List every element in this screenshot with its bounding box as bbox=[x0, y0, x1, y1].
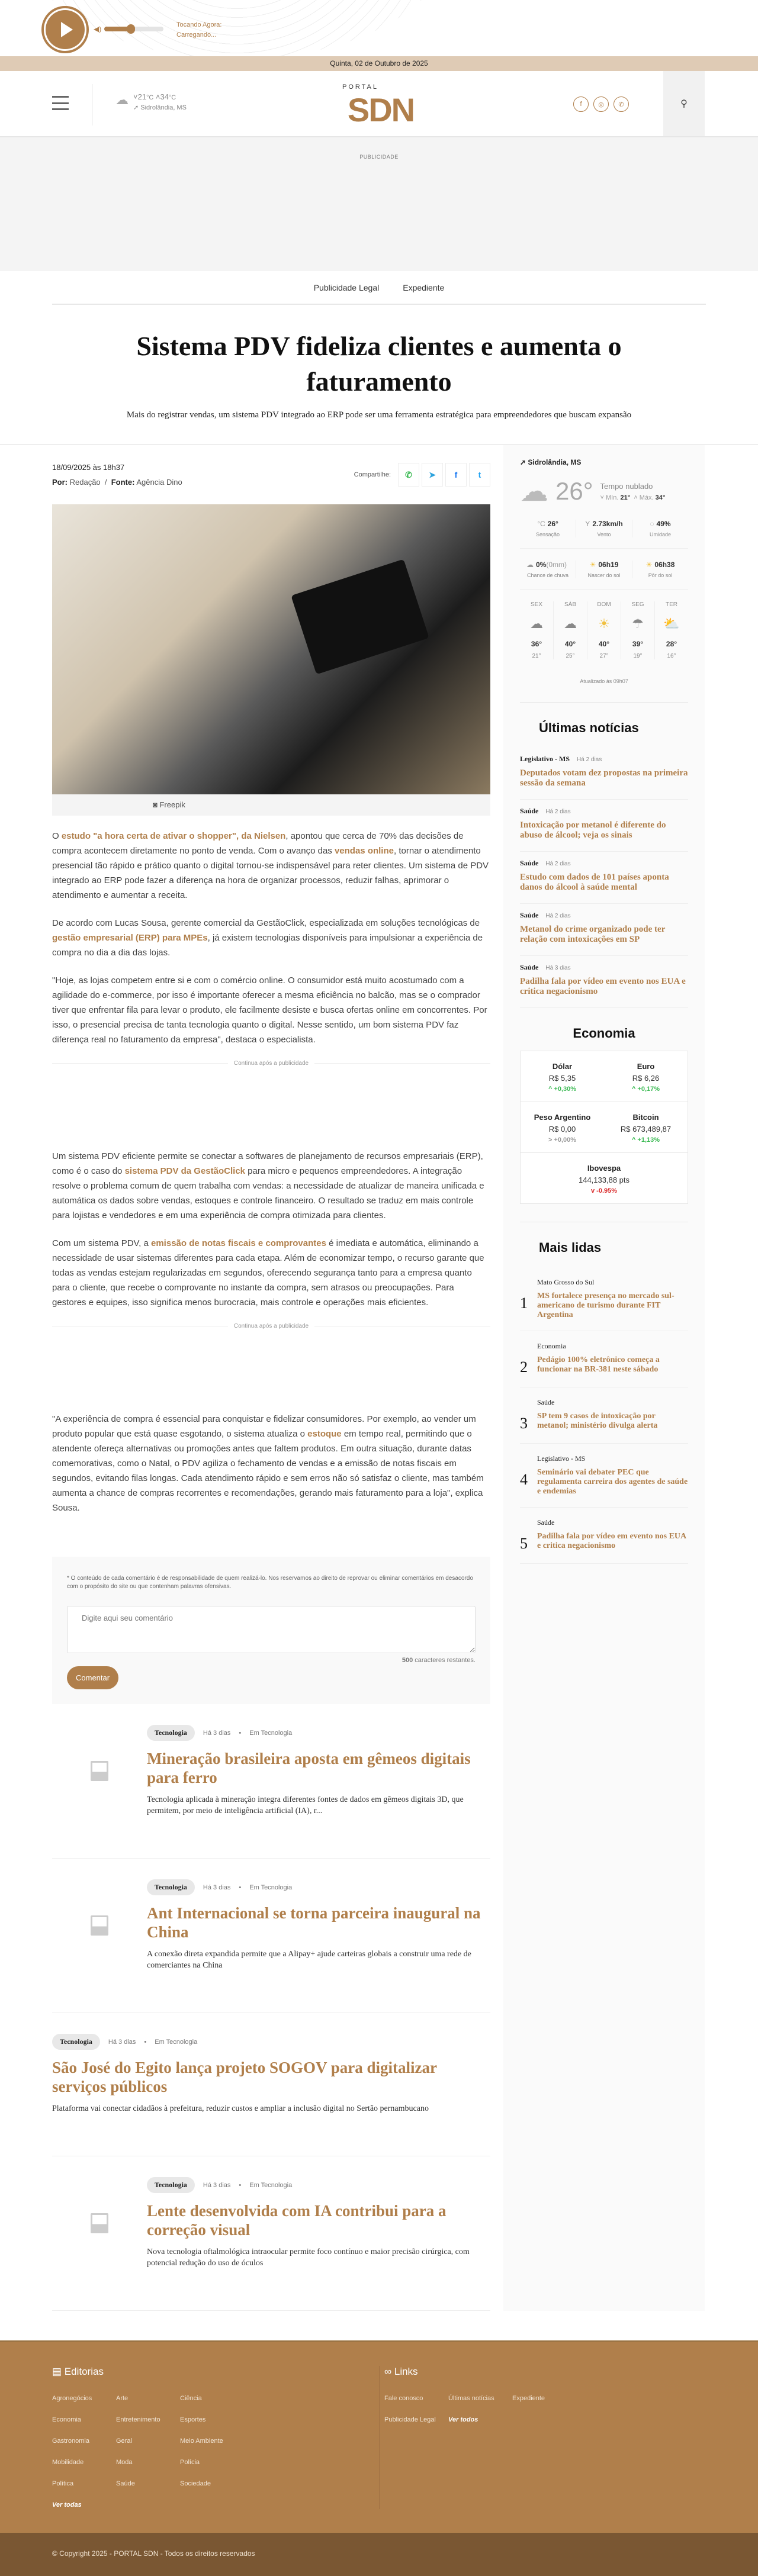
latest-news-item[interactable] bbox=[520, 800, 688, 852]
quote-change: ^ +1,13% bbox=[631, 1136, 660, 1144]
comment-input[interactable] bbox=[67, 1606, 476, 1653]
related-item[interactable] bbox=[52, 2156, 490, 2311]
play-button[interactable] bbox=[41, 6, 89, 53]
ad-label: PUBLICIDADE bbox=[359, 154, 399, 160]
most-read-item[interactable] bbox=[520, 1444, 688, 1508]
footer-editoria-link[interactable]: Gastronomia bbox=[52, 2437, 89, 2445]
thumbnail[interactable] bbox=[52, 2177, 147, 2269]
latest-news-item[interactable] bbox=[520, 852, 688, 904]
stat-value bbox=[520, 561, 576, 569]
related-text bbox=[147, 1725, 490, 1817]
weather-location: Sidrolândia, MS bbox=[140, 104, 187, 111]
forecast-weather-icon: ☂ bbox=[632, 616, 644, 631]
dot: • bbox=[239, 1883, 242, 1891]
rank-number: 5 bbox=[520, 1535, 528, 1552]
rank-number: 2 bbox=[520, 1358, 528, 1376]
weather-stat bbox=[520, 561, 576, 578]
stat-label: Vento bbox=[597, 532, 611, 537]
economy-row bbox=[521, 1051, 688, 1102]
news-meta bbox=[520, 911, 688, 920]
category: Saúde bbox=[537, 1518, 555, 1527]
paragraph: De acordo com Lucas Sousa, gerente comercial da GestãoClick, especializada em soluções tecnológicas de gestão empresarial (ERP) para MPEs, já existem tecnologias disponíveis para impulsionar a experiência de compra no dia a dia das lojas. bbox=[52, 918, 483, 958]
forecast-weather-icon: ⛅ bbox=[663, 616, 680, 631]
stat-icon: ☁ bbox=[526, 561, 534, 569]
link[interactable]: gestão empresarial (ERP) para MPEs bbox=[52, 933, 208, 943]
category-tag[interactable]: Tecnologia bbox=[52, 2034, 100, 2050]
stat-icon: Y bbox=[585, 520, 590, 528]
related-section[interactable]: Em Tecnologia bbox=[155, 2038, 198, 2046]
most-read-text bbox=[537, 1278, 688, 1320]
unit: °C bbox=[146, 94, 154, 101]
quote-price: R$ 0,00 bbox=[548, 1125, 576, 1134]
category-tag[interactable]: Tecnologia bbox=[147, 2177, 195, 2193]
related-time: Há 3 dias bbox=[203, 2181, 231, 2189]
thumbnail[interactable] bbox=[52, 1725, 147, 1817]
footer-editoria-link[interactable]: Moda bbox=[116, 2459, 133, 2466]
weather-max: 34 bbox=[160, 92, 169, 101]
related-meta bbox=[52, 2034, 490, 2050]
header-weather: ☁ ˅21°C ˄34°C ➚ Sidrolândia, MS bbox=[115, 92, 187, 111]
forecast-low: 25° bbox=[566, 653, 575, 659]
quote-name: Peso Argentino bbox=[534, 1113, 591, 1122]
related-meta bbox=[147, 1725, 490, 1741]
related-title[interactable]: Mineração brasileira aposta em gêmeos digitais para ferro bbox=[147, 1750, 471, 1786]
news-meta bbox=[520, 807, 688, 816]
cloud-icon: ☁ bbox=[115, 92, 129, 107]
value: 06h19 bbox=[598, 561, 619, 569]
editorias-links bbox=[52, 2394, 379, 2509]
source: Agência Dino bbox=[136, 478, 182, 487]
related-list bbox=[52, 1704, 490, 2311]
stat-label: Sensação bbox=[535, 532, 560, 537]
footer bbox=[0, 2340, 758, 2533]
forecast-high: 28° bbox=[666, 640, 677, 648]
dot: • bbox=[239, 1729, 242, 1737]
site-header bbox=[0, 71, 758, 137]
link[interactable]: vendas online bbox=[334, 846, 394, 856]
news-meta bbox=[520, 963, 688, 972]
forecast-high: 36° bbox=[531, 640, 542, 648]
ad-banner bbox=[0, 137, 758, 271]
paragraph: "Hoje, as lojas competem entre si e com o comércio online. O consumidor está muito acostumado com a agilidade do e-commerce, por isso é importante oferecer a mesma eficiência no balcão, mas se o comprador tiver que enfrentar fila para levar o produto, ele facilmente desiste e busca ofertas online em concorrentes. Por isso, o presencial precisa de tanta tecnologia quanto o digital. Nesse sentido, um bom sistema PDV faz diferença real no faturamento da empresa", destaca o especialista. bbox=[52, 975, 487, 1045]
article-subtitle: Mais do registrar vendas, um sistema PDV integrado ao ERP pode ser uma ferramenta estratégica para empreendedores que buscam expansão bbox=[126, 410, 632, 420]
quote-price: R$ 6,26 bbox=[632, 1074, 660, 1083]
footer-editoria-link[interactable]: Saúde bbox=[116, 2480, 135, 2487]
paragraph: Com um sistema PDV, a emissão de notas fiscais e comprovantes é imediata e automática, eliminando a necessidade de usar sistemas diferentes para cada etapa. Além de economizar tempo, o recurso garante que todas as vendas estejam regularizadas em segundos, oferecendo segurança tanto para a empresa quanto para o cliente, que recebe o comprovante no instante da compra, sem atrasos ou preocupações. Para gestores e equipes, isso significa menos burocracia, mais controle e operações mais eficientes. bbox=[52, 1238, 484, 1308]
category[interactable]: Saúde bbox=[520, 859, 539, 867]
footer-editoria-link[interactable]: Agronegócios bbox=[52, 2395, 92, 2402]
radio-player bbox=[0, 0, 758, 56]
social-links bbox=[573, 96, 629, 112]
link-icon: ∞ bbox=[384, 2366, 392, 2377]
news-meta bbox=[520, 859, 688, 868]
related-item[interactable] bbox=[52, 1704, 490, 1859]
value: 06h38 bbox=[654, 561, 675, 569]
economy-widget bbox=[520, 1051, 688, 1204]
most-read-item[interactable] bbox=[520, 1331, 688, 1387]
news-meta bbox=[520, 755, 688, 764]
search-icon: ⚲ bbox=[680, 99, 688, 109]
related-title[interactable]: Ant Internacional se torna parceira inaugural na China bbox=[147, 1904, 481, 1941]
forecast-low: 21° bbox=[532, 653, 541, 659]
newspaper-icon: ▤ bbox=[52, 2366, 62, 2377]
now-playing-value: Carregando... bbox=[176, 31, 217, 38]
link[interactable]: estudo "a hora certa de ativar o shopper", da Nielsen bbox=[61, 831, 286, 841]
footer-editoria-link[interactable]: Política bbox=[52, 2480, 74, 2487]
instagram-icon[interactable]: ◎ bbox=[593, 96, 609, 112]
stat-label: Nascer do sol bbox=[587, 572, 621, 578]
footer-link[interactable]: Últimas notícias bbox=[448, 2395, 494, 2402]
stat-value bbox=[632, 520, 688, 528]
forecast-low: 16° bbox=[667, 653, 676, 659]
comment-form bbox=[52, 1557, 490, 1704]
site-logo[interactable] bbox=[336, 83, 425, 129]
footer-editoria-link[interactable]: Ciência bbox=[180, 2395, 202, 2402]
related-summary: Plataforma vai conectar cidadãos à prefeitura, reduzir custos e ampliar a inclusão digital no Sertão pernambucano bbox=[52, 2104, 429, 2113]
menu-icon[interactable] bbox=[52, 96, 69, 110]
footer-editoria-link[interactable]: Arte bbox=[116, 2395, 129, 2402]
stat-value bbox=[576, 520, 632, 528]
quote-name: Euro bbox=[637, 1062, 655, 1071]
article-photo bbox=[52, 504, 490, 794]
quote-change: > +0,00% bbox=[548, 1136, 577, 1144]
most-read-text bbox=[537, 1398, 688, 1432]
most-read-item[interactable] bbox=[520, 1508, 688, 1564]
related-item[interactable] bbox=[52, 1859, 490, 2013]
stat-icon: °C bbox=[537, 520, 545, 528]
quote bbox=[521, 1102, 604, 1152]
news-title[interactable]: Metanol do crime organizado pode ter relação com intoxicações em SP bbox=[520, 925, 666, 944]
weather-desc: Tempo nublado bbox=[600, 481, 653, 491]
search-button[interactable] bbox=[663, 71, 705, 136]
related-meta bbox=[147, 1879, 490, 1895]
forecast-day bbox=[655, 601, 688, 659]
paragraph: Um sistema PDV eficiente permite se conectar a softwares de planejamento de recursos empresariais (ERP), como é o caso do sistema PDV da GestãoClick para micro e pequenos empreendedores. A integração resolve o problema comum de quem trabalha com vendas: a necessidade de atualizar de maneira unificada e automática os dados sobre vendas, estoques e controle financeiro. O resultado se traduz em mais controle para lojistas e vendedores e em uma experiência de compra otimizada para clientes. bbox=[52, 1151, 484, 1221]
top-nav bbox=[52, 271, 706, 305]
forecast-day bbox=[520, 601, 554, 659]
quote-name: Bitcoin bbox=[632, 1113, 659, 1122]
paragraph: O estudo "a hora certa de ativar o shopper", da Nielsen, apontou que cerca de 70% das decisões de compra acontecem diretamente no ponto de venda. Com o avanço das vendas online, tornar o atendimento presencial tão rápido e prático quanto o digital tornou-se indispensável para reter clientes. Um sistema de PDV integrado ao ERP pode fazer a diferença na hora de organizar processos, reduzir falhas, aprimorar o atendimento e aumentar a receita. bbox=[52, 831, 489, 900]
quote bbox=[604, 1051, 688, 1102]
related-item[interactable] bbox=[52, 2013, 490, 2156]
camera-icon: ◙ bbox=[153, 800, 158, 809]
stat-value bbox=[520, 520, 576, 528]
weather-stat bbox=[520, 520, 576, 537]
related-text bbox=[52, 2034, 490, 2114]
economy-title: Economia bbox=[573, 1026, 635, 1041]
category[interactable]: Saúde bbox=[520, 911, 539, 919]
ad-separator: Continua após a publicidade bbox=[52, 1060, 490, 1067]
forecast-day bbox=[621, 601, 655, 659]
related-text bbox=[147, 2177, 490, 2269]
see-all-editorias[interactable]: Ver todas bbox=[52, 2501, 82, 2509]
weather-min: 21 bbox=[137, 92, 147, 101]
latest-news-item[interactable] bbox=[520, 748, 688, 800]
most-read-title[interactable]: Padilha fala por vídeo em evento nos EUA e critica negacionismo bbox=[537, 1532, 686, 1550]
most-read-title: Mais lidas bbox=[539, 1240, 602, 1255]
footer-editoria-link[interactable]: Geral bbox=[116, 2437, 132, 2445]
dot: • bbox=[144, 2038, 147, 2046]
share-bar bbox=[354, 463, 490, 487]
footer-editoria-link[interactable]: Polícia bbox=[180, 2459, 200, 2466]
related-summary: Tecnologia aplicada à mineração integra diferentes fontes de dados em gêmeos digitais 3D, que permitem, por meio de inteligência artificial (IA), r... bbox=[147, 1795, 464, 1815]
by-label: Por: bbox=[52, 478, 68, 487]
thumbnail[interactable] bbox=[52, 1879, 147, 1971]
share-label: Compartilhe: bbox=[354, 471, 391, 478]
weather-stat bbox=[576, 561, 632, 578]
forecast-low: 27° bbox=[599, 653, 609, 659]
day-label: SEX bbox=[530, 601, 542, 608]
footer-editoria-link[interactable]: Sociedade bbox=[180, 2480, 211, 2487]
related-section[interactable]: Em Tecnologia bbox=[249, 1729, 293, 1737]
logo-top: PORTAL bbox=[342, 83, 378, 91]
latest-news-item[interactable] bbox=[520, 956, 688, 1008]
quote bbox=[521, 1153, 688, 1203]
stat-value bbox=[576, 561, 632, 569]
related-time: Há 3 dias bbox=[203, 1883, 231, 1891]
value: 2.73km/h bbox=[592, 520, 623, 528]
most-read-text bbox=[537, 1454, 688, 1496]
value: 49% bbox=[656, 520, 671, 528]
article-title: Sistema PDV fideliza clientes e aumenta o faturamento bbox=[136, 331, 622, 397]
category[interactable]: Saúde bbox=[520, 807, 539, 815]
most-read-title[interactable]: Seminário vai debater PEC que regulamenta carreira dos agentes de saúde e endemias bbox=[537, 1468, 688, 1496]
stat-icon: ☀ bbox=[589, 561, 596, 569]
weather-stat bbox=[632, 561, 688, 578]
quote-name: Dólar bbox=[552, 1062, 573, 1071]
day-label: SÁB bbox=[564, 601, 576, 608]
category-tag[interactable]: Tecnologia bbox=[147, 1879, 195, 1895]
category[interactable]: Legislativo - MS bbox=[520, 755, 570, 763]
most-read-item[interactable] bbox=[520, 1267, 688, 1331]
nav-expediente[interactable]: Expediente bbox=[403, 282, 445, 292]
extra: (0mm) bbox=[546, 561, 567, 569]
quote-change: ^ +0,30% bbox=[548, 1086, 577, 1093]
date-bar: Quinta, 02 de Outubro de 2025 bbox=[0, 56, 758, 71]
article-main bbox=[0, 445, 503, 2311]
weather-stat bbox=[576, 520, 632, 537]
weather-updated: Atualizado às 09h07 bbox=[520, 678, 688, 703]
link[interactable]: emissão de notas fiscais e comprovantes bbox=[151, 1238, 326, 1248]
whatsapp-icon[interactable]: ✆ bbox=[614, 96, 629, 112]
link[interactable]: sistema PDV da GestãoClick bbox=[124, 1166, 246, 1176]
footer-link[interactable]: Publicidade Legal bbox=[384, 2416, 436, 2423]
rank-number: 3 bbox=[520, 1415, 528, 1432]
latest-news-title: Últimas notícias bbox=[539, 720, 639, 735]
links-heading: ∞ Links bbox=[384, 2366, 418, 2377]
related-summary: A conexão direta expandida permite que a Alipay+ ajude carteiras globais a construir uma rede de comerciantes na China bbox=[147, 1950, 471, 1970]
whatsapp-share-icon[interactable]: ✆ bbox=[398, 463, 419, 487]
rank-number: 4 bbox=[520, 1471, 528, 1488]
weather-stat bbox=[632, 520, 688, 537]
nav-publicidade-legal[interactable]: Publicidade Legal bbox=[313, 282, 380, 292]
category: Saúde bbox=[537, 1398, 555, 1406]
footer-link[interactable]: Expediente bbox=[512, 2395, 545, 2402]
category: Economia bbox=[537, 1342, 566, 1350]
footer-editoria-link[interactable]: Esportes bbox=[180, 2416, 206, 2423]
most-read-title[interactable]: SP tem 9 casos de intoxicação por metanol; ministério divulga alerta bbox=[537, 1412, 658, 1430]
time: Há 2 dias bbox=[545, 913, 571, 919]
quote-name: Ibovespa bbox=[587, 1164, 621, 1173]
related-section[interactable]: Em Tecnologia bbox=[249, 1883, 293, 1891]
most-read-text bbox=[537, 1342, 688, 1376]
news-title[interactable]: Deputados votam dez propostas na primeira sessão da semana bbox=[520, 768, 688, 788]
most-read-text bbox=[537, 1518, 688, 1553]
quote-price: 144,133,88 pts bbox=[578, 1176, 630, 1184]
speaker-icon: ◀) bbox=[94, 25, 102, 33]
copyright: © Copyright 2025 - PORTAL SDN - Todos os direitos reservados bbox=[0, 2533, 758, 2576]
category[interactable]: Saúde bbox=[520, 963, 539, 971]
most-read-title[interactable]: Pedágio 100% eletrônico começa a funcionar na BR-381 neste sábado bbox=[537, 1355, 660, 1374]
quote bbox=[604, 1102, 688, 1152]
day-label: TER bbox=[666, 601, 677, 608]
footer-editoria-link[interactable]: Mobilidade bbox=[52, 2459, 84, 2466]
weather-location: ➚ Sidrolândia, MS bbox=[520, 458, 582, 466]
article-meta: 18/09/2025 às 18h37 Por: Redação / Fonte: Agência Dino Compartilhe: ✆ ➤ f t bbox=[52, 457, 490, 492]
time: Há 2 dias bbox=[577, 756, 602, 763]
most-read-item[interactable] bbox=[520, 1387, 688, 1444]
value: 0% bbox=[535, 561, 547, 569]
day-label: SEG bbox=[631, 601, 644, 608]
stat-value bbox=[632, 561, 688, 569]
quote-price: R$ 5,35 bbox=[548, 1074, 576, 1083]
forecast-weather-icon: ☁ bbox=[564, 616, 577, 631]
article-body bbox=[52, 829, 490, 1515]
most-read-list bbox=[520, 1267, 688, 1564]
image-placeholder-icon bbox=[91, 2213, 108, 2233]
volume-knob[interactable] bbox=[127, 24, 135, 34]
facebook-share-icon[interactable]: f bbox=[445, 463, 467, 487]
forecast-high: 40° bbox=[564, 640, 576, 648]
quote-change: ^ +0,17% bbox=[631, 1086, 660, 1093]
related-section[interactable]: Em Tecnologia bbox=[249, 2181, 293, 2189]
news-title[interactable]: Padilha fala por vídeo em evento nos EUA e critica negacionismo bbox=[520, 977, 686, 996]
forecast-day bbox=[587, 601, 621, 659]
economy-row bbox=[521, 1102, 688, 1153]
cloud-icon: ☁ bbox=[520, 476, 548, 507]
footer-editoria-link[interactable]: Meio Ambiente bbox=[180, 2437, 223, 2445]
footer-editoria-link[interactable]: Economia bbox=[52, 2416, 81, 2423]
stat-label: Pôr do sol bbox=[648, 572, 673, 578]
category: Mato Grosso do Sul bbox=[537, 1278, 595, 1286]
telegram-share-icon[interactable]: ➤ bbox=[422, 463, 443, 487]
related-title[interactable]: São José do Egito lança projeto SOGOV para digitalizar serviços públicos bbox=[52, 2059, 437, 2095]
pos-terminal-screen bbox=[291, 559, 429, 675]
most-read-title[interactable]: MS fortalece presença no mercado sul-americano de turismo durante FIT Argentina bbox=[537, 1292, 675, 1319]
paragraph: "A experiência de compra é essencial para conquistar e fidelizar consumidores. Por exemplo, ao vender um produto popular que está quase esgotando, o sistema atualiza o estoque em tempo real, permitindo que o atendente ofereça alternativas ou promoções antes que faltem produtos. Em outra situação, durante datas comemorativas, como o Natal, o PDV agiliza o fechamento de vendas e a emissão de notas fiscais em segundos, evitando filas longas. Cada atendimento rápido e sem erros não só satisfaz o cliente, mas também aumenta a chance de compras recorrentes e recomendações, gerando mais faturamento para a loja", explica Sousa. bbox=[52, 1414, 484, 1513]
time: Há 2 dias bbox=[545, 809, 571, 815]
editorias-heading: ▤ Editorias bbox=[52, 2366, 104, 2377]
stat-icon: ☀ bbox=[645, 561, 653, 569]
stat-label: Chance de chuva bbox=[526, 572, 569, 578]
current-temp: 26° bbox=[555, 477, 593, 505]
now-playing bbox=[176, 20, 221, 40]
logo-main: SDN bbox=[347, 91, 415, 128]
related-meta bbox=[147, 2177, 490, 2193]
related-time: Há 3 dias bbox=[108, 2038, 136, 2046]
dot: • bbox=[239, 2181, 242, 2189]
ad-separator: Continua após a publicidade bbox=[52, 1323, 490, 1329]
related-time: Há 3 dias bbox=[203, 1729, 231, 1737]
forecast-high: 39° bbox=[632, 640, 644, 648]
news-title[interactable]: Estudo com dados de 101 países aponta danos do álcool à saúde mental bbox=[520, 872, 669, 892]
stat-label: Umidade bbox=[649, 532, 672, 537]
photo-credit: Freepik bbox=[159, 800, 185, 809]
latest-news-list bbox=[520, 748, 688, 1008]
value: 26° bbox=[547, 520, 558, 528]
now-playing-label: Tocando Agora: bbox=[176, 21, 222, 28]
quote-change: v -0.95% bbox=[590, 1187, 618, 1194]
day-label: DOM bbox=[597, 601, 611, 608]
related-summary: Nova tecnologia oftalmológica intraocular permite foco contínuo e maior precisão cirúrgica, com potencial redução do uso de óculos bbox=[147, 2247, 470, 2268]
quote-price: R$ 673,489,87 bbox=[620, 1125, 672, 1134]
forecast-high: 40° bbox=[598, 640, 610, 648]
author: Redação bbox=[69, 478, 101, 487]
stat-icon: ◌ bbox=[650, 520, 654, 528]
forecast-weather-icon: ☁ bbox=[530, 616, 543, 631]
related-title[interactable]: Lente desenvolvida com IA contribui para a correção visual bbox=[147, 2202, 447, 2239]
weather-now: ☁ 26° Tempo nublado ˅ Mín. 21° ˄ Máx. 34° bbox=[520, 476, 666, 507]
comment-button[interactable]: Comentar bbox=[67, 1666, 118, 1689]
link[interactable]: estoque bbox=[307, 1429, 342, 1439]
latest-news-item[interactable] bbox=[520, 904, 688, 956]
category-tag[interactable]: Tecnologia bbox=[147, 1725, 195, 1741]
footer-editoria-link[interactable]: Entretenimento bbox=[116, 2416, 160, 2423]
forecast-weather-icon: ☀ bbox=[598, 616, 610, 631]
time: Há 2 dias bbox=[545, 861, 571, 867]
comment-note: * O conteúdo de cada comentário é de responsabilidade de quem realizá-lo. Nos reservamos ao direito de reprovar ou eliminar comentários em desacordo com o propósito do site ou que contenham palavras ofensivas. bbox=[67, 1575, 473, 1590]
forecast-low: 19° bbox=[633, 653, 643, 659]
weather-stats-2 bbox=[520, 549, 688, 590]
play-icon bbox=[46, 10, 85, 49]
photo-caption bbox=[52, 794, 490, 816]
image-placeholder-icon bbox=[91, 1915, 108, 1936]
quote bbox=[521, 1051, 604, 1102]
see-all-links[interactable]: Ver todos bbox=[448, 2416, 478, 2423]
news-title[interactable]: Intoxicação por metanol é diferente do abuso de álcool; veja os sinais bbox=[520, 820, 666, 840]
weather-stats bbox=[520, 508, 688, 549]
category: Legislativo - MS bbox=[537, 1454, 586, 1463]
sidebar bbox=[503, 445, 705, 2311]
facebook-icon[interactable]: f bbox=[573, 96, 589, 112]
rank-number: 1 bbox=[520, 1295, 528, 1312]
volume-slider[interactable] bbox=[104, 27, 163, 31]
source-label: Fonte: bbox=[111, 478, 135, 487]
volume-control[interactable] bbox=[94, 25, 163, 33]
twitter-share-icon[interactable]: t bbox=[469, 463, 490, 487]
footer-link[interactable]: Fale conosco bbox=[384, 2395, 423, 2402]
related-text bbox=[147, 1879, 490, 1971]
weather-forecast bbox=[520, 590, 688, 659]
image-placeholder-icon bbox=[91, 1761, 108, 1781]
chars-remaining: 500 caracteres restantes. bbox=[402, 1657, 476, 1664]
economy-row bbox=[521, 1153, 688, 1203]
footer-links bbox=[384, 2394, 706, 2424]
forecast-day bbox=[554, 601, 587, 659]
unit: °C bbox=[168, 94, 176, 101]
time: Há 3 dias bbox=[545, 965, 571, 971]
article-date: 18/09/2025 às 18h37 bbox=[52, 463, 125, 472]
